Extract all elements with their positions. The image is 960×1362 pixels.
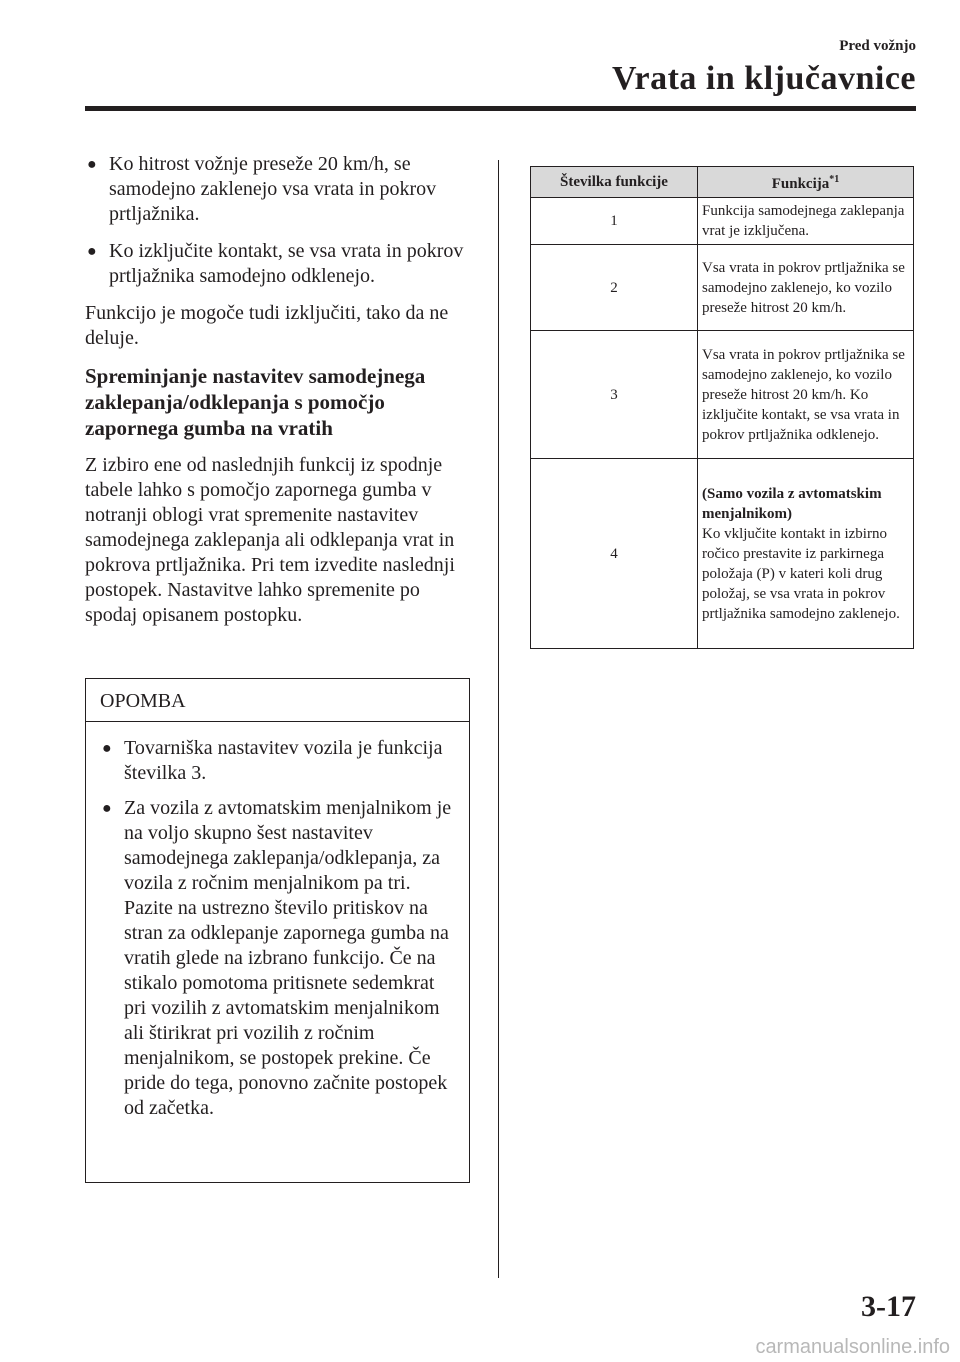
header-rule	[85, 106, 916, 111]
column-header: Številka funkcije	[531, 167, 698, 198]
bullet-text: Ko izključite kontakt, se vsa vrata in pokrov prtljažnika samodejno odklenejo.	[109, 240, 464, 287]
bullet-icon: ●	[102, 800, 112, 817]
bullet-text: Ko hitrost vožnje preseže 20 km/h, se samodejno zaklenejo vsa vrata in pokrov prtljažnika.	[109, 153, 437, 225]
bullet-text: Tovarniška nastavitev vozila je funkcija številka 3.	[124, 737, 443, 784]
bullet-item	[100, 796, 455, 1121]
paragraph: Z izbiro ene od naslednjih funkcij iz spodnje tabele lahko s pomočjo zapornega gumba v notranji oblogi vrat spremenite nastavitev samodejnega zaklepanja ali odklepanja vrat in pokrova prtljažnika. Pri tem izvedite naslednji postopek. Nastavitve lahko spremenite po spodaj opisanem postopku.	[85, 454, 455, 626]
column-divider	[498, 160, 499, 1278]
table-row	[531, 459, 914, 649]
bullet-icon: ●	[87, 156, 97, 173]
bullet-item	[100, 736, 455, 786]
section-subheading: Spreminjanje nastavitev samodejnega zaklepanja/odklepanja s pomočjo zapornega gumba na vratih	[85, 364, 426, 440]
bullet-icon: ●	[102, 740, 112, 757]
function-number: 3	[531, 331, 698, 459]
function-table	[530, 166, 914, 649]
bullet-item	[85, 152, 470, 227]
function-number: 4	[531, 459, 698, 649]
table-row	[531, 198, 914, 245]
bullet-icon: ●	[87, 243, 97, 260]
column-header	[698, 167, 914, 198]
note-title: OPOMBA	[86, 679, 469, 722]
function-qualifier: (Samo vozila z avtomatskim menjalnikom)	[702, 485, 882, 522]
note-box	[85, 678, 470, 1183]
page-title: Vrata in ključavnice	[611, 60, 916, 97]
bullet-item	[85, 239, 470, 289]
watermark: carmanualsonline.info	[755, 1336, 950, 1358]
section-label: Pred vožnjo	[839, 38, 916, 54]
function-description	[698, 459, 914, 649]
paragraph: Funkcijo je mogoče tudi izključiti, tako da ne deluje.	[85, 302, 449, 349]
table-header-row	[531, 167, 914, 198]
column-header-label: Funkcija	[771, 176, 830, 192]
bullet-text: Za vozila z avtomatskim menjalnikom je na voljo skupno šest nastavitev samodejnega zaklepanja/odklepanja, za vozila z ročnim menjalnikom pa tri. Pazite na ustrezno število pritiskov na stran za odklepanje zapornega gumba na vratih glede na izbrano funkcijo. Če na stikalo pomotoma pritisnete sedemkrat pri vozilih z avtomatskim menjalnikom ali štirikrat pri vozilih z ročnim menjalnikom, se postopek prekine. Če pride do tega, ponovno začnite postopek od začetka.	[124, 797, 452, 1119]
page-number: 3-17	[861, 1290, 916, 1323]
function-number: 1	[531, 198, 698, 245]
function-description: Vsa vrata in pokrov prtljažnika se samodejno zaklenejo, ko vozilo preseže hitrost 20 km/h. Ko izključite kontakt, se vsa vrata in pokrov prtljažnika odklenejo.	[698, 331, 914, 459]
table-row	[531, 245, 914, 331]
function-description: Funkcija samodejnega zaklepanja vrat je izključena.	[698, 198, 914, 245]
footnote-marker: *1	[829, 174, 840, 185]
function-text: Ko vključite kontakt in izbirno ročico prestavite iz parkirnega položaja (P) v kateri koli drug položaj, se vsa vrata in pokrov prtljažnika samodejno zaklenejo.	[702, 525, 900, 622]
left-column	[85, 152, 470, 640]
function-description: Vsa vrata in pokrov prtljažnika se samodejno zaklenejo, ko vozilo preseže hitrost 20 km/h.	[698, 245, 914, 331]
table-row	[531, 331, 914, 459]
note-body	[86, 722, 469, 1121]
function-number: 2	[531, 245, 698, 331]
